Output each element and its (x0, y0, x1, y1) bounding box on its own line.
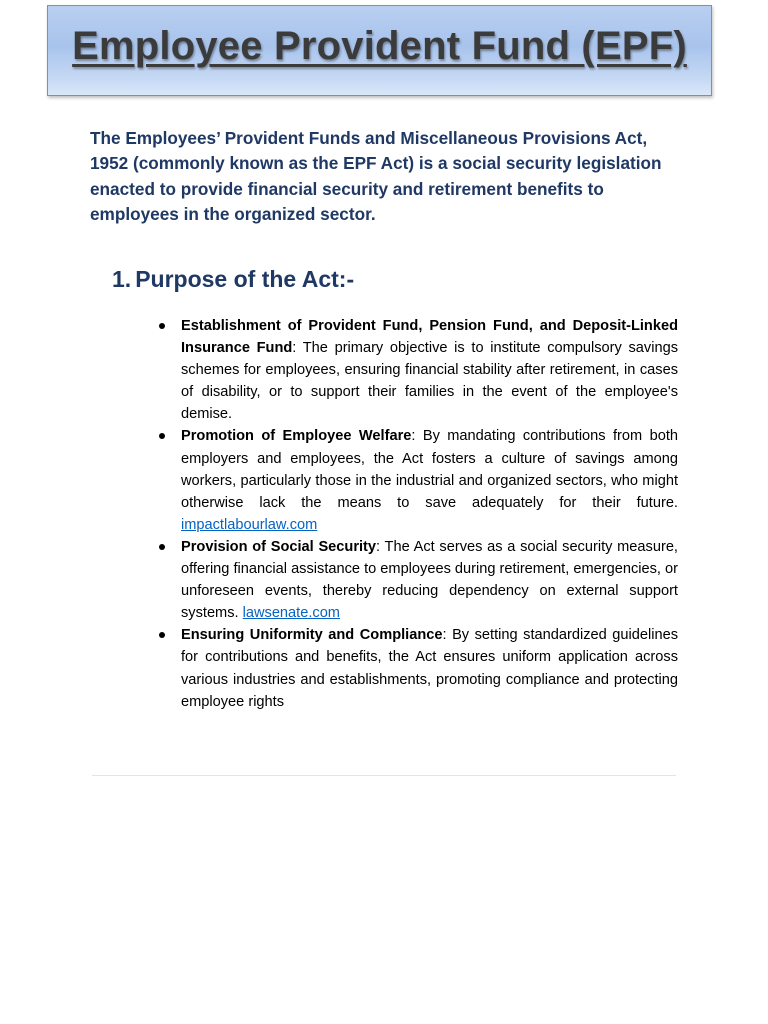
purpose-list (181, 315, 678, 713)
bullet-icon (159, 632, 165, 638)
bullet-term: Establishment of Provident Fund, Pension Fund, and Deposit-Linked Insurance Fund (181, 318, 678, 357)
bullet-term: Provision of Social Security (181, 538, 377, 555)
document-title: Employee Provident Fund (EPF) (72, 24, 687, 68)
bullet-text: : By mandating contributions from both employers and employees, the Act fosters a culture of savings among workers, particularly those in the industrial and organized sectors, who might otherwise lack the means to save adequately for their future. (181, 428, 678, 511)
source-link-lawsenate[interactable]: lawsenate.com (242, 605, 340, 622)
bullet-icon (159, 544, 165, 550)
bullet-icon (159, 433, 165, 439)
horizontal-divider (92, 775, 676, 776)
title-banner (47, 5, 712, 96)
bullet-text: : The primary objective is to institute compulsory savings schemes for employees, ensuring financial stability after retirement, in cases of disability, or to support their families in the event of the employee's demise. (181, 340, 678, 423)
section-number: 1. (112, 266, 132, 292)
bullet-text: : The Act serves as a social security measure, offering financial assistance to employees during retirement, emergencies, or unforeseen events, thereby reducing dependency on external support systems. (181, 538, 678, 622)
list-item (181, 315, 678, 425)
bullet-text: : By setting standardized guidelines for contributions and benefits, the Act ensures uniform application across various industries and establishments, promoting compliance and protecting employee rights (181, 627, 678, 710)
list-item (181, 624, 678, 712)
intro-paragraph: The Employees’ Provident Funds and Miscellaneous Provisions Act, 1952 (commonly known as the EPF Act) is a social security legislation enacted to provide financial security and retirement benefits to employees in the organized sector. (90, 128, 662, 224)
section-title: Purpose of the Act:- (135, 266, 355, 292)
list-item (181, 425, 678, 535)
source-link-impactlabourlaw[interactable]: impactlabourlaw.com (181, 516, 318, 533)
bullet-term: Promotion of Employee Welfare (181, 428, 412, 445)
list-item (181, 536, 678, 624)
bullet-icon (159, 323, 165, 329)
bullet-term: Ensuring Uniformity and Compliance (181, 627, 443, 644)
section-heading (112, 266, 354, 293)
